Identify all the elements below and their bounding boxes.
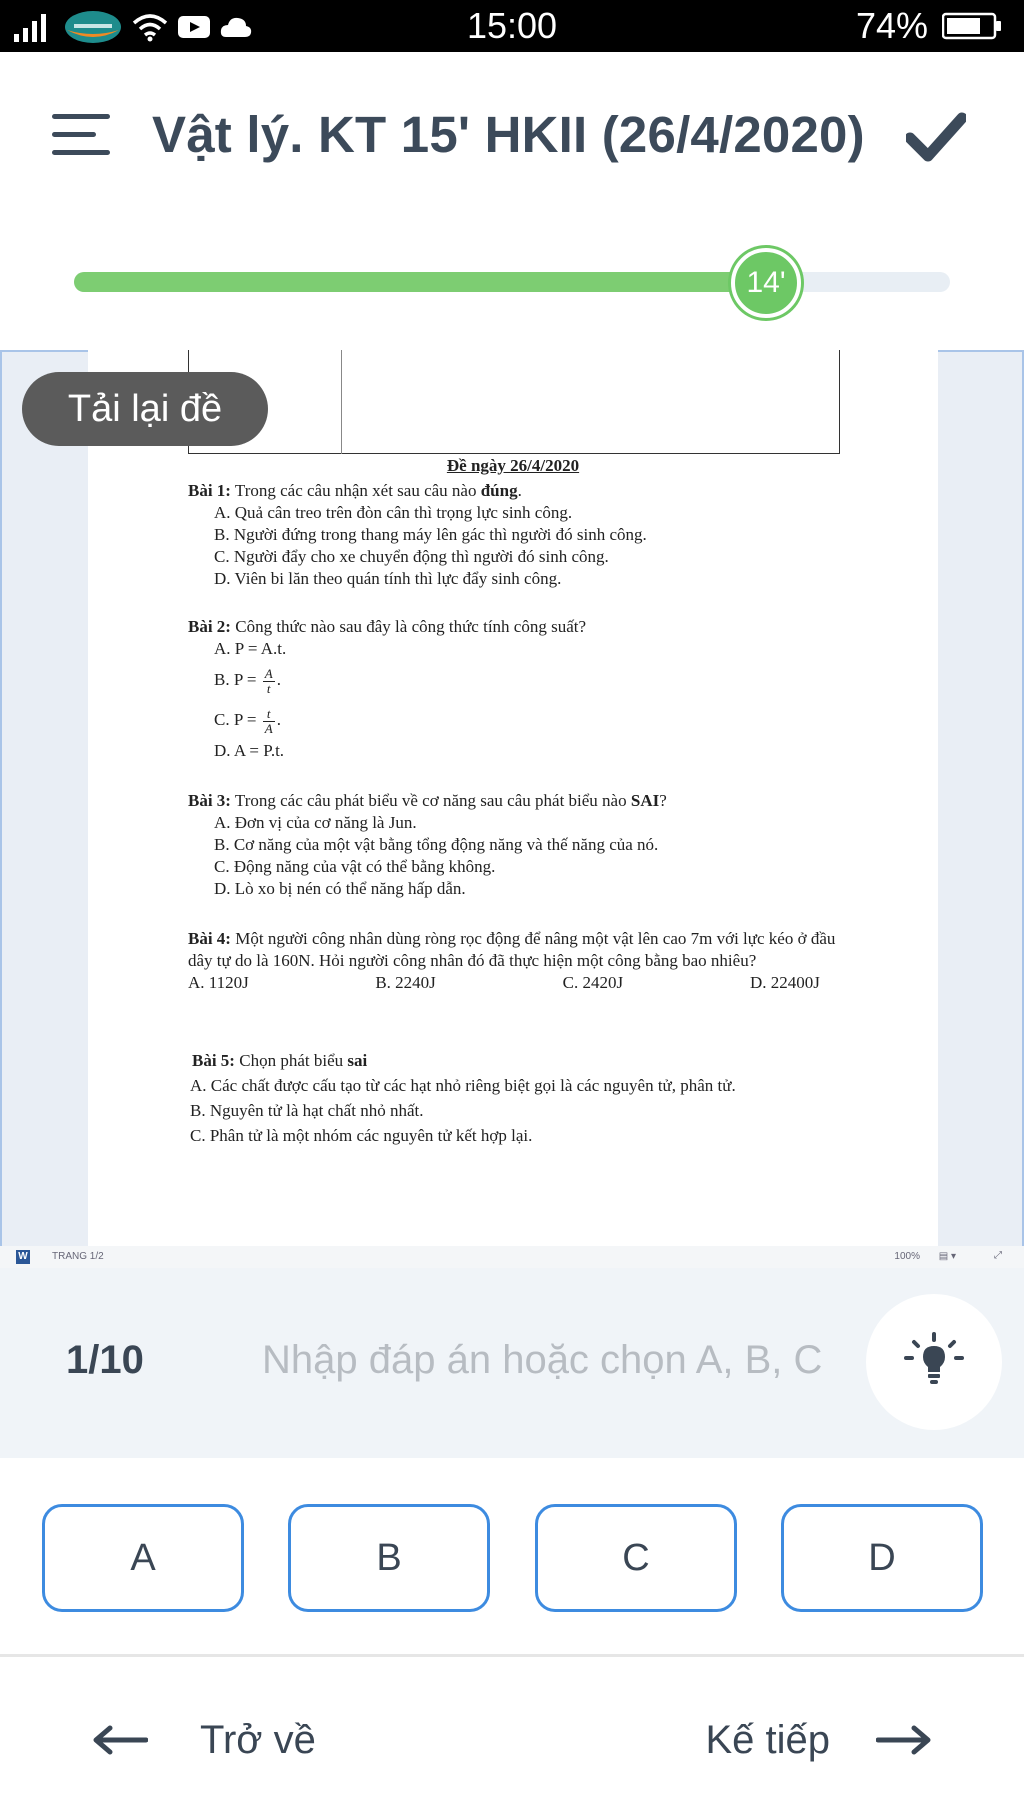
option-fraction: B. P = $\frac{A}{t}$ . bbox=[214, 665, 281, 696]
zoom-level[interactable]: 100% bbox=[894, 1251, 920, 1262]
back-label: Trở về bbox=[200, 1717, 316, 1762]
option: A. Các chất được cấu tạo từ các hạt nhỏ riêng biệt gọi là các nguyên tử, phân tử. bbox=[190, 1076, 736, 1095]
reload-exam-button[interactable]: Tải lại đề bbox=[22, 372, 268, 446]
option: A. Đơn vị của cơ năng là Jun. bbox=[214, 813, 417, 832]
battery-percentage: 74% bbox=[855, 5, 928, 46]
page-title: Vật lý. KT 15' HKII (26/4/2020) bbox=[152, 106, 865, 163]
question-3: Bài 3: Trong các câu phát biểu về cơ năng sau câu phát biểu nào SAI? A. Đơn vị của cơ năng là Jun. B. Cơ năng của một vật bằng tổng động năng và thế năng của nó. C. Động năng của vật có thể bằng không. D. Lò xo bị nén có thể năng hấp dẫn. bbox=[188, 790, 840, 900]
word-icon: W bbox=[16, 1250, 30, 1264]
page-header-table bbox=[188, 350, 840, 454]
battery-icon bbox=[942, 12, 1002, 40]
question-4: Bài 4: Một người công nhân dùng ròng rọc động để nâng một vật lên cao 7m với lực kéo ở đầu dây tự do là 160N. Hỏi người công nhân đó đã thực hiện một công bằng bao nhiêu? A. 1120J B. 2240J C. 2420J D. 22400J bbox=[188, 928, 840, 994]
next-label: Kế tiếp bbox=[705, 1717, 830, 1762]
option: C. Phân tử là một nhóm các nguyên tử kết hợp lại. bbox=[190, 1126, 533, 1145]
option: B. Nguyên tử là hạt chất nhỏ nhất. bbox=[190, 1101, 424, 1120]
choice-d-button[interactable]: D bbox=[781, 1504, 983, 1612]
option: A. 1120J bbox=[188, 973, 249, 992]
header bbox=[0, 52, 1024, 222]
option: B. 2240J bbox=[375, 973, 436, 992]
arrow-right-icon bbox=[876, 1724, 932, 1756]
layout-icon[interactable]: ▤ ▾ bbox=[938, 1251, 956, 1262]
question-1: Bài 1: Trong các câu nhận xét sau câu nào đúng. A. Quả cân treo trên đòn cân thì trọng lực sinh công. B. Người đứng trong thang máy lên gác thì người đó sinh công. C. Người đẩy cho xe chuyển động thì người đó sinh công. D. Viên bi lăn theo quán tính thì lực đẩy sinh công. bbox=[188, 480, 840, 590]
fullscreen-icon[interactable]: ⤢ bbox=[994, 1250, 1002, 1261]
document-heading: Đề ngày 26/4/2020 bbox=[446, 456, 580, 475]
answer-choices bbox=[0, 1458, 1024, 1656]
option: D. A = P.t. bbox=[214, 741, 285, 760]
option-fraction: C. P = $\frac{t}{A}$ . bbox=[214, 705, 281, 736]
timer-progress-fill bbox=[74, 272, 766, 292]
answer-bar bbox=[0, 1268, 1024, 1458]
option: D. Lò xo bị nén có thể năng hấp dẫn. bbox=[214, 879, 466, 898]
choice-a-button[interactable]: A bbox=[42, 1504, 244, 1612]
question-5: Bài 5: Chọn phát biểu sai A. Các chất được cấu tạo từ các hạt nhỏ riêng biệt gọi là các nguyên tử, phân tử. B. Nguyên tử là hạt chất nhỏ nhất. C. Phân tử là một nhóm các nguyên tử kết hợp lại. bbox=[188, 1048, 840, 1148]
status-bar bbox=[0, 0, 1024, 52]
arrow-left-icon bbox=[92, 1724, 148, 1756]
next-button[interactable] bbox=[705, 1710, 932, 1770]
viewer-margin-left bbox=[0, 350, 88, 1246]
question-2: Bài 2: Công thức nào sau đây là công thức tính công suất? A. P = A.t. B. P = $\frac{A}{t}$ . C. P = $\frac{t}{A}$ . D. A = P.t. bbox=[188, 616, 840, 762]
check-icon[interactable] bbox=[906, 106, 966, 166]
timer-progress-bar bbox=[74, 272, 950, 292]
option-row bbox=[188, 972, 840, 994]
option: C. 2420J bbox=[562, 973, 624, 992]
choice-c-button[interactable]: C bbox=[535, 1504, 737, 1612]
document-page bbox=[88, 350, 938, 1246]
page-indicator: TRANG 1/2 bbox=[52, 1251, 104, 1262]
lightbulb-icon bbox=[904, 1332, 964, 1392]
option: B. Người đứng trong thang máy lên gác thì người đó sinh công. bbox=[214, 525, 647, 544]
answer-input[interactable] bbox=[262, 1326, 830, 1394]
option: C. Động năng của vật có thể bằng không. bbox=[214, 857, 496, 876]
option: C. Người đẩy cho xe chuyển động thì người đó sinh công. bbox=[214, 547, 609, 566]
choice-b-button[interactable]: B bbox=[288, 1504, 490, 1612]
option: B. Cơ năng của một vật bằng tổng động năng và thế năng của nó. bbox=[214, 835, 659, 854]
document-viewer[interactable] bbox=[0, 350, 1024, 1268]
hint-button[interactable] bbox=[866, 1294, 1002, 1430]
back-button[interactable] bbox=[92, 1710, 316, 1770]
viewer-margin-right bbox=[938, 350, 1024, 1246]
option: A. Quả cân treo trên đòn cân thì trọng lực sinh công. bbox=[214, 503, 573, 522]
option: A. P = A.t. bbox=[214, 639, 287, 658]
status-time: 15:00 bbox=[466, 5, 558, 46]
option: D. Viên bi lăn theo quán tính thì lực đẩy sinh công. bbox=[214, 569, 562, 588]
question-counter: 1/10 bbox=[66, 1338, 144, 1382]
timer-badge: 14' bbox=[731, 248, 801, 318]
divider bbox=[0, 1654, 1024, 1657]
option: D. 22400J bbox=[749, 973, 820, 992]
hamburger-menu-icon[interactable] bbox=[52, 112, 110, 158]
viewer-footer bbox=[0, 1246, 1024, 1268]
